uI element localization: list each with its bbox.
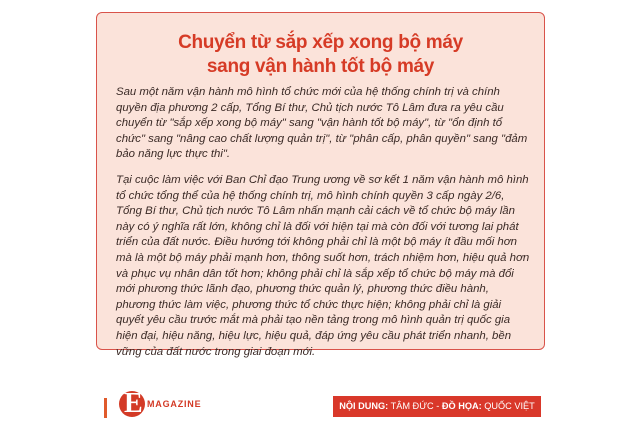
title-line-2: sang vận hành tốt bộ máy (206, 56, 435, 77)
emagazine-logo (119, 388, 209, 421)
logo-word: MAGAZINE (147, 399, 202, 409)
footer-accent-bar (104, 398, 107, 418)
content-label: NỘI DUNG: (339, 401, 389, 411)
credits-bar (333, 396, 541, 417)
credit-separator: - (436, 401, 440, 411)
content-author: TÂM ĐỨC (390, 401, 434, 411)
paragraph-1: Sau một năm vận hành mô hình tổ chức mới của hệ thống chính trị và chính quyền địa phương 2 cấp, Tổng Bí thư, Chủ tịch nước Tô Lâm đưa ra yêu cầu chuyển từ "sắp xếp xong bộ máy" sang "vận hành tốt bộ máy", từ "ổn định tổ chức" sang "nâng cao chất lượng quản trị", từ "phân cấp, phân quyền" sang "đảm bảo năng lực thực thi". (116, 86, 528, 161)
article-card (96, 12, 545, 358)
article-body (116, 85, 530, 368)
logo-letter: E (124, 388, 143, 419)
title-line-1: Chuyển từ sắp xếp xong bộ máy (178, 32, 463, 53)
paragraph-2: Tại cuộc làm việc với Ban Chỉ đạo Trung ương về sơ kết 1 năm vận hành mô hình tổ chức tổng thể của hệ thống chính trị, mô hình chính quyền 3 cấp ngày 2/6, Tổng Bí thư, Chủ tịch nước Tô Lâm nhấn mạnh cải cách về tổ chức bộ máy lần này có ý nghĩa rất lớn, không chỉ là đối với hiện tại mà còn đối với tương lai phát triển của đất nước. Điều hướng tới không phải chỉ là một bộ máy ít đầu mối hơn mà là một bộ máy phải mạnh hơn, thông suốt hơn, trách nhiệm hơn, hiệu quả hơn và phục vụ nhân dân tốt hơn; không phải chỉ là sắp xếp tổ chức bộ máy mà đổi mới phương thức lãnh đạo, phương thức quản lý, phương thức điều hành, phương thức làm việc, phương thức tổ chức thực hiện; không phải chỉ là giải quyết yêu cầu trước mắt mà phải tạo nền tảng trong mô hình quản trị quốc gia hiện đại, hiệu năng, hiệu lực, hiệu quả, đáp ứng yêu cầu phát triển nhanh, bền vững của đất nước trong giai đoạn mới. (116, 173, 530, 358)
design-author: QUỐC VIỆT (484, 401, 535, 411)
article-title (97, 31, 544, 79)
design-label: ĐỒ HỌA: (441, 401, 482, 411)
